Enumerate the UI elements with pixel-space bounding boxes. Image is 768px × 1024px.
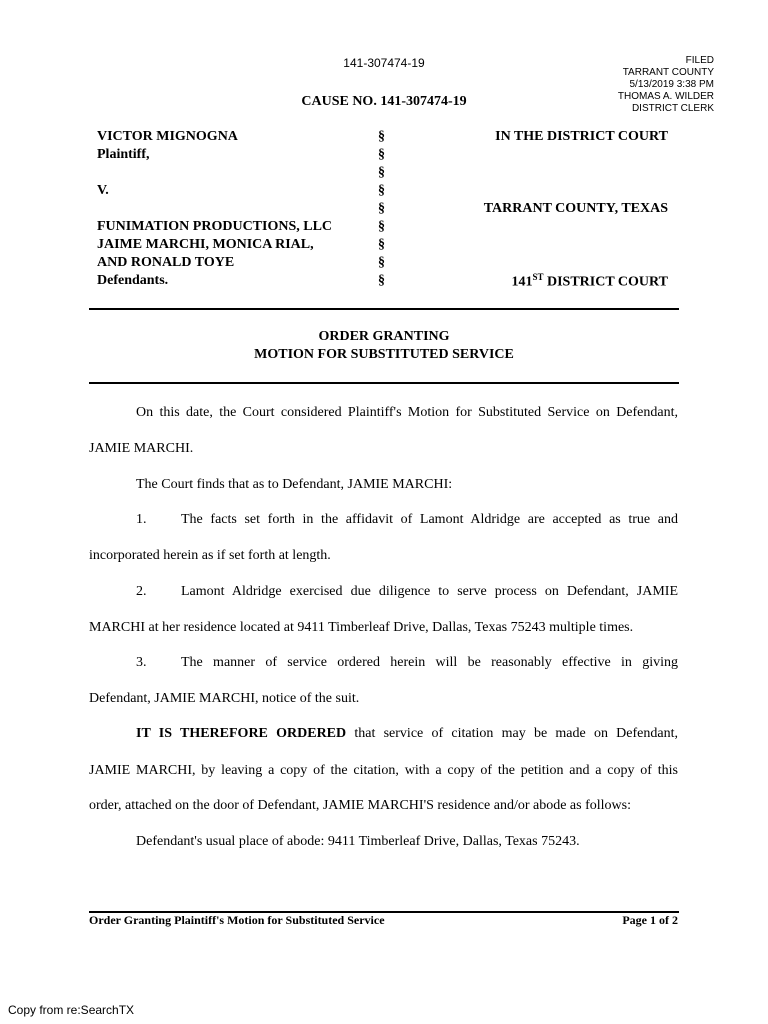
section-symbol: § xyxy=(378,201,385,216)
district-court xyxy=(511,272,668,291)
defendant-line: JAIME MARCHI, MONICA RIAL, xyxy=(97,237,314,252)
filed-stamp-line: 5/13/2019 3:38 PM xyxy=(629,79,714,90)
body-paragraph-line: JAMIE MARCHI. xyxy=(89,441,194,456)
document-number: 141-307474-19 xyxy=(343,56,425,70)
finding-text: MARCHI at her residence located at 9411 Timberleaf Drive, Dallas, Texas 75243 multiple times. xyxy=(89,620,634,635)
finding-item-1 xyxy=(89,511,678,529)
county-name: TARRANT COUNTY, TEXAS xyxy=(483,201,668,216)
section-symbol: § xyxy=(378,219,385,234)
finding-text: Defendant, JAMIE MARCHI, notice of the suit. xyxy=(89,691,360,706)
filed-stamp-line: THOMAS A. WILDER xyxy=(617,91,714,102)
section-symbol: § xyxy=(378,147,385,162)
versus: V. xyxy=(97,183,109,198)
defendant-line: AND RONALD TOYE xyxy=(97,255,235,270)
section-symbol: § xyxy=(378,237,385,252)
plaintiff-role: Plaintiff, xyxy=(97,147,150,162)
order-paragraph-line xyxy=(89,725,678,743)
order-title-line1: ORDER GRANTING xyxy=(318,329,450,344)
order-paragraph-line: order, attached on the door of Defendant, JAMIE MARCHI'S residence and/or abode as follows: xyxy=(89,798,631,813)
district-number: 141 xyxy=(511,274,533,290)
section-symbol: § xyxy=(378,183,385,198)
filed-stamp-line: FILED xyxy=(685,55,714,66)
findings-intro: The Court finds that as to Defendant, JAMIE MARCHI: xyxy=(136,477,453,492)
finding-number: 1. xyxy=(136,512,147,527)
court-name: IN THE DISTRICT COURT xyxy=(495,129,668,144)
source-watermark: Copy from re:SearchTX xyxy=(8,1003,135,1017)
finding-text: The manner of service ordered herein will be reasonably effective in giving xyxy=(181,655,678,670)
page-number: Page 1 of 2 xyxy=(622,913,678,927)
finding-item-3 xyxy=(89,654,678,672)
filed-stamp-line: TARRANT COUNTY xyxy=(622,67,714,78)
finding-text: The facts set forth in the affidavit of Lamont Aldridge are accepted as true and xyxy=(181,512,678,527)
district-suffix: ST xyxy=(532,272,544,282)
defendant-line: FUNIMATION PRODUCTIONS, LLC xyxy=(97,219,333,234)
section-symbol: § xyxy=(378,129,385,144)
order-text: that service of citation may be made on Defendant, xyxy=(346,726,678,741)
order-title-line2: MOTION FOR SUBSTITUTED SERVICE xyxy=(254,347,514,362)
cause-number: CAUSE NO. 141-307474-19 xyxy=(301,94,467,109)
footer-title: Order Granting Plaintiff's Motion for Substituted Service xyxy=(89,913,385,927)
filed-stamp-line: DISTRICT CLERK xyxy=(631,103,714,114)
finding-item-2 xyxy=(89,583,678,601)
plaintiff-name: VICTOR MIGNOGNA xyxy=(97,129,238,144)
section-symbol: § xyxy=(378,273,385,288)
section-symbol: § xyxy=(378,255,385,270)
finding-number: 3. xyxy=(136,655,147,670)
defendant-role: Defendants. xyxy=(97,273,169,288)
finding-text: incorporated herein as if set forth at length. xyxy=(89,548,331,563)
finding-number: 2. xyxy=(136,584,147,599)
body-paragraph-line: On this date, the Court considered Plaintiff's Motion for Substituted Service on Defendant, xyxy=(136,405,678,420)
section-symbol: § xyxy=(378,165,385,180)
district-text: DISTRICT COURT xyxy=(543,274,668,290)
order-bold-text: IT IS THEREFORE ORDERED xyxy=(136,726,347,741)
abode-line: Defendant's usual place of abode: 9411 Timberleaf Drive, Dallas, Texas 75243. xyxy=(136,834,580,849)
finding-text: Lamont Aldridge exercised due diligence to serve process on Defendant, JAMIE xyxy=(181,584,678,599)
title-bottom-rule xyxy=(89,382,679,384)
order-paragraph-line: JAMIE MARCHI, by leaving a copy of the citation, with a copy of the petition and a copy of this xyxy=(89,763,678,778)
title-top-rule xyxy=(89,308,679,310)
